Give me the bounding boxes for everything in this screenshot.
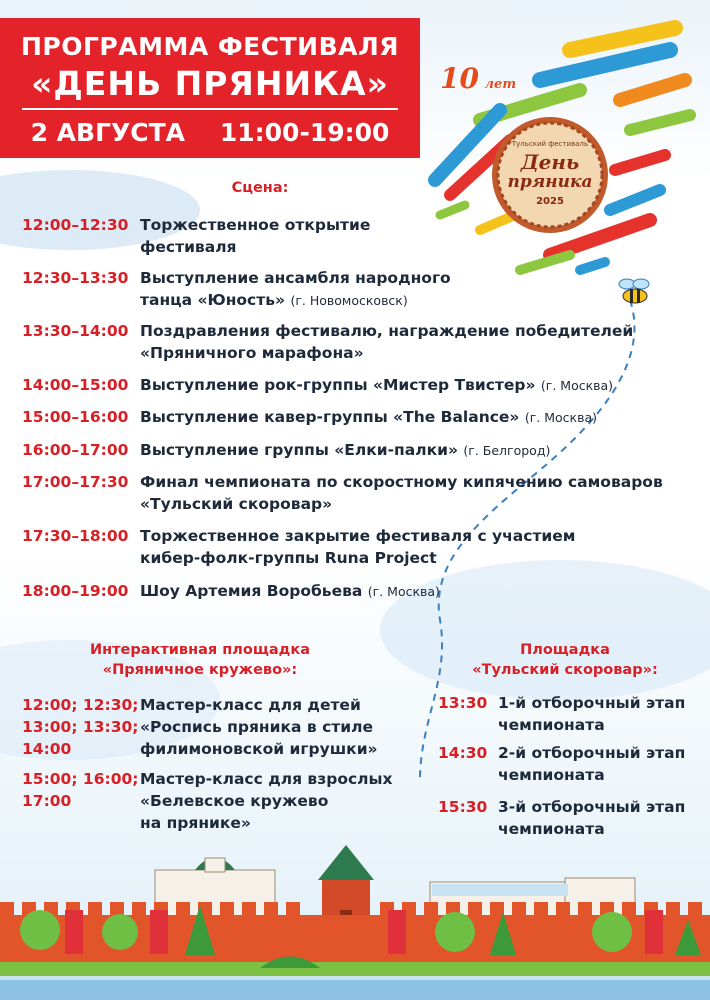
stage-desc <box>140 320 700 364</box>
header-date: 2 АВГУСТА <box>30 118 186 147</box>
interactive-time-line: 13:00; 13:30; <box>22 718 139 736</box>
stage-city: (г. Новомосковск) <box>290 293 408 308</box>
interactive-desc <box>140 694 420 760</box>
skorovar-desc <box>498 692 698 736</box>
stage-desc-line1: Торжественное открытие <box>140 216 371 234</box>
interactive-time-line: 12:00; 12:30; <box>22 696 139 714</box>
interactive-desc-line: Мастер-класс для детей <box>140 696 361 714</box>
kremlin-illustration <box>0 840 710 1000</box>
stage-city: (г. Москва) <box>524 410 598 425</box>
stage-time: 17:30–18:00 <box>22 527 129 545</box>
stage-desc-line1: Торжественное закрытие фестиваля с участием <box>140 527 576 545</box>
interactive-title-line2: «Пряничное кружево»: <box>102 662 298 678</box>
interactive-time <box>22 694 142 760</box>
interactive-time <box>22 768 142 812</box>
logo-title-line1: День <box>520 150 580 174</box>
skorovar-time: 13:30 <box>438 694 488 712</box>
header-title-line1: ПРОГРАММА ФЕСТИВАЛЯ <box>20 32 400 61</box>
skorovar-time: 15:30 <box>438 798 488 816</box>
interactive-time-line: 15:00; 16:00; <box>22 770 139 788</box>
stage-desc <box>140 525 700 569</box>
skorovar-desc-line: чемпионата <box>498 766 605 784</box>
logo-small-text: Тульский фестиваль <box>511 140 589 148</box>
stage-desc <box>140 580 700 603</box>
stage-desc <box>140 214 700 258</box>
stage-time: 16:00–17:00 <box>22 441 129 459</box>
interactive-desc-line: на прянике» <box>140 814 251 832</box>
skorovar-title-line2: «Тульский скоровар»: <box>472 662 658 678</box>
stage-desc-line2: танца «Юность» <box>140 291 286 309</box>
header-time: 11:00-19:00 <box>219 118 390 147</box>
stage-city: (г. Белгород) <box>463 443 551 458</box>
stage-desc <box>140 439 700 462</box>
stage-time: 14:00–15:00 <box>22 376 129 394</box>
stage-time: 18:00–19:00 <box>22 582 129 600</box>
stage-desc-line1: Выступление рок-группы «Мистер Твистер» <box>140 376 536 394</box>
stage-city: (г. Москва) <box>540 378 614 393</box>
stage-desc-line1: Выступление группы «Елки-палки» <box>140 441 458 459</box>
skorovar-title <box>440 640 690 680</box>
stage-desc <box>140 471 700 515</box>
stage-desc-line1: Финал чемпионата по скоростному кипячению самоваров <box>140 473 663 491</box>
stage-time: 17:00–17:30 <box>22 473 129 491</box>
stage-desc <box>140 267 700 312</box>
stage-desc-line2: фестиваля <box>140 238 237 256</box>
skorovar-desc <box>498 796 698 840</box>
stage-title: Сцена: <box>231 180 289 196</box>
skorovar-title-line1: Площадка <box>520 642 610 658</box>
header-title-line2: «ДЕНЬ ПРЯНИКА» <box>31 64 389 103</box>
skorovar-time: 14:30 <box>438 744 488 762</box>
stage-time: 12:00–12:30 <box>22 216 129 234</box>
interactive-time-line: 14:00 <box>22 740 72 758</box>
skorovar-desc-line: 2-й отборочный этап <box>498 744 686 762</box>
stage-desc-line1: Выступление ансамбля народного <box>140 269 451 287</box>
stage-desc <box>140 406 700 429</box>
stage-time: 15:00–16:00 <box>22 408 129 426</box>
anniversary-number: 10 <box>440 62 479 95</box>
interactive-title <box>60 640 340 680</box>
stage-desc-line2: кибер-фолк-группы Runa Project <box>140 549 437 567</box>
stage-city: (г. Москва) <box>367 584 440 599</box>
interactive-desc-line: филимоновской игрушки» <box>140 740 378 758</box>
skorovar-desc-line: чемпионата <box>498 716 605 734</box>
stage-desc-line1: Поздравления фестивалю, награждение победителей <box>140 322 634 340</box>
logo-title-line2: пряника <box>507 172 593 192</box>
stage-desc-line1: Шоу Артемия Воробьева <box>140 582 363 600</box>
interactive-desc <box>140 768 420 834</box>
skorovar-desc-line: чемпионата <box>498 820 605 838</box>
stage-desc-line2: «Пряничного марафона» <box>140 344 364 362</box>
stage-time: 12:30–13:30 <box>22 269 129 287</box>
interactive-desc-line: «Белевское кружево <box>140 792 329 810</box>
stage-desc-line2: «Тульский скоровар» <box>140 495 333 513</box>
stage-desc <box>140 374 700 397</box>
interactive-time-line: 17:00 <box>22 792 72 810</box>
skorovar-desc-line: 1-й отборочный этап <box>498 694 686 712</box>
stage-desc-line1: Выступление кавер-группы «The Balance» <box>140 408 520 426</box>
interactive-desc-line: «Роспись пряника в стиле <box>140 718 373 736</box>
anniversary-word: лет <box>484 77 517 92</box>
stage-time: 13:30–14:00 <box>22 322 129 340</box>
skorovar-desc-line: 3-й отборочный этап <box>498 798 686 816</box>
interactive-title-line1: Интерактивная площадка <box>89 642 311 658</box>
skorovar-desc <box>498 742 698 786</box>
interactive-desc-line: Мастер-класс для взрослых <box>140 770 393 788</box>
logo-year: 2025 <box>536 196 564 207</box>
